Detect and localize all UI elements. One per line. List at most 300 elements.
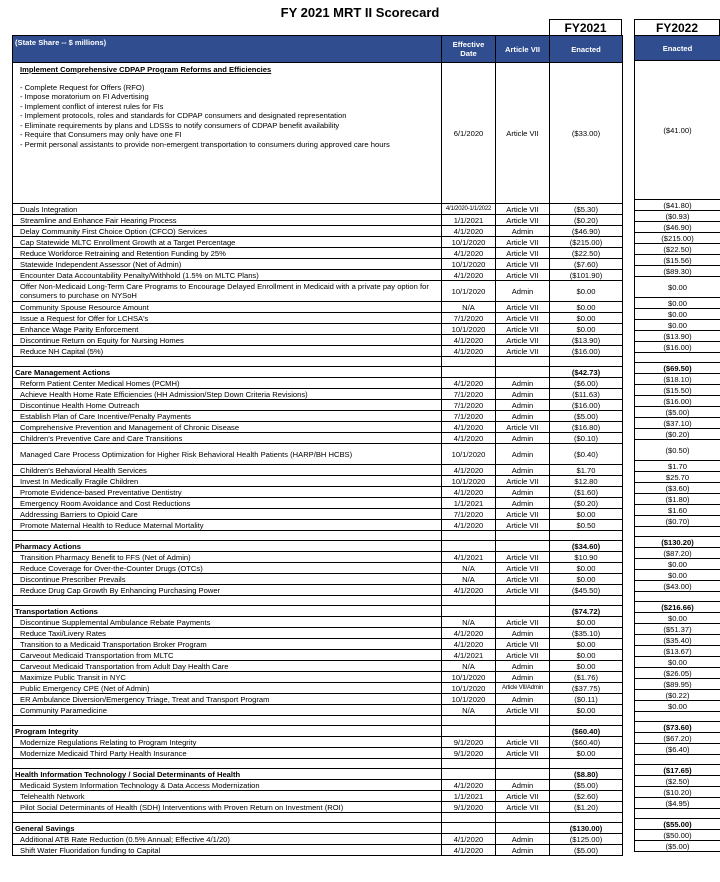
row-fy2021: $0.00 bbox=[550, 617, 623, 628]
row-fy2021: ($1.76) bbox=[550, 672, 623, 683]
empty-cell bbox=[550, 716, 623, 726]
cdpap-item: - Implement conflict of interest rules for FIs bbox=[20, 101, 164, 111]
table-row bbox=[13, 834, 623, 845]
row-fy2022: ($50.00) bbox=[635, 830, 720, 841]
table-row bbox=[635, 385, 720, 396]
row-article: Article VII bbox=[496, 335, 550, 346]
row-effective-date: 10/1/2020 bbox=[442, 281, 496, 302]
row-fy2022: ($5.00) bbox=[635, 841, 720, 852]
section-title: Pharmacy Actions bbox=[13, 541, 442, 552]
section-fy2022-total: ($216.66) bbox=[635, 602, 720, 613]
row-fy2021: ($7.60) bbox=[550, 259, 623, 270]
row-label: Enhance Wage Parity Enforcement bbox=[13, 324, 442, 335]
table-row bbox=[13, 748, 623, 759]
row-fy2021: ($11.63) bbox=[550, 389, 623, 400]
row-fy2021: ($16.00) bbox=[550, 346, 623, 357]
row-label: Discontinue Return on Equity for Nursing Homes bbox=[13, 335, 442, 346]
table-row bbox=[635, 798, 720, 809]
row-fy2021: ($37.75) bbox=[550, 683, 623, 694]
row-effective-date: 10/1/2020 bbox=[442, 324, 496, 335]
row-fy2022: ($15.50) bbox=[635, 385, 720, 396]
row-article: Article VII bbox=[496, 705, 550, 716]
row-label: Streamline and Enhance Fair Hearing Process bbox=[13, 215, 442, 226]
table-row bbox=[13, 585, 623, 596]
row-effective-date: 4/1/2020 bbox=[442, 780, 496, 791]
row-effective-date: 4/1/2020-1/1/2022 bbox=[442, 204, 496, 215]
row-label: Reform Patient Center Medical Homes (PCMH) bbox=[13, 378, 442, 389]
table-row bbox=[13, 281, 623, 302]
row-article: Article VII bbox=[496, 215, 550, 226]
row-effective-date: 1/1/2021 bbox=[442, 791, 496, 802]
row-fy2022: ($0.93) bbox=[635, 211, 720, 222]
table-row bbox=[13, 802, 623, 813]
empty-cell bbox=[496, 367, 550, 378]
table-row bbox=[13, 683, 623, 694]
row-article: Admin bbox=[496, 498, 550, 509]
spacer-row bbox=[635, 353, 720, 363]
row-effective-date: 7/1/2020 bbox=[442, 313, 496, 324]
row-fy2021: $12.80 bbox=[550, 476, 623, 487]
row-fy2021: ($6.00) bbox=[550, 378, 623, 389]
row-fy2021: ($0.11) bbox=[550, 694, 623, 705]
table-row bbox=[13, 694, 623, 705]
table-row bbox=[13, 465, 623, 476]
table-row bbox=[635, 309, 720, 320]
table-row bbox=[13, 335, 623, 346]
section-fy2022-total: ($130.20) bbox=[635, 537, 720, 548]
row-fy2022: $0.00 bbox=[635, 559, 720, 570]
row-article: Admin bbox=[496, 378, 550, 389]
row-fy2021: $0.00 bbox=[550, 281, 623, 302]
spacer-row bbox=[635, 527, 720, 537]
table-row bbox=[13, 780, 623, 791]
row-fy2021: ($46.90) bbox=[550, 226, 623, 237]
section-header-care bbox=[13, 367, 623, 378]
row-label: Promote Maternal Health to Reduce Maternal Mortality bbox=[13, 520, 442, 531]
row-label: Duals Integration bbox=[13, 204, 442, 215]
empty-cell bbox=[550, 357, 623, 367]
row-effective-date: 4/1/2020 bbox=[442, 248, 496, 259]
table-row bbox=[13, 520, 623, 531]
row-article: Article VII bbox=[496, 346, 550, 357]
table-row bbox=[13, 845, 623, 856]
row-fy2022: ($37.10) bbox=[635, 418, 720, 429]
section-fy2021-total: ($42.73) bbox=[550, 367, 623, 378]
table-row bbox=[635, 776, 720, 787]
table-row bbox=[635, 494, 720, 505]
row-fy2021: ($5.30) bbox=[550, 204, 623, 215]
row-fy2022: ($2.50) bbox=[635, 776, 720, 787]
section-title: General Savings bbox=[13, 823, 442, 834]
row-fy2021: $10.90 bbox=[550, 552, 623, 563]
empty-cell bbox=[635, 809, 720, 819]
row-fy2022: ($89.95) bbox=[635, 679, 720, 690]
row-label: Reduce Coverage for Over-the-Counter Drugs (OTCs) bbox=[13, 563, 442, 574]
table-row bbox=[635, 200, 720, 211]
row-article: Article VII bbox=[496, 748, 550, 759]
table-row bbox=[13, 672, 623, 683]
row-fy2022: ($67.20) bbox=[635, 733, 720, 744]
row-fy2021: ($16.80) bbox=[550, 422, 623, 433]
row-fy2022: ($26.05) bbox=[635, 668, 720, 679]
table-row bbox=[635, 570, 720, 581]
row-article: Article VII bbox=[496, 574, 550, 585]
row-fy2021: ($5.00) bbox=[550, 780, 623, 791]
table-row bbox=[635, 472, 720, 483]
row-fy2021: $0.00 bbox=[550, 563, 623, 574]
row-label: Transition Pharmacy Benefit to FFS (Net of Admin) bbox=[13, 552, 442, 563]
section-header-pharmacy bbox=[635, 537, 720, 548]
empty-cell bbox=[13, 813, 442, 823]
cdpap-list bbox=[20, 83, 439, 150]
row-effective-date: 4/1/2020 bbox=[442, 585, 496, 596]
row-effective-date: 4/1/2020 bbox=[442, 378, 496, 389]
table-row bbox=[635, 646, 720, 657]
cdpap-item: - Impose moratorium on FI Advertising bbox=[20, 92, 149, 101]
row-label: Medicaid System Information Technology & Data Access Modernization bbox=[13, 780, 442, 791]
row-effective-date: 4/1/2021 bbox=[442, 650, 496, 661]
row-article: Article VII bbox=[496, 248, 550, 259]
row-article: Article VII bbox=[496, 737, 550, 748]
row-label: Carveout Medicaid Transportation from Adult Day Health Care bbox=[13, 661, 442, 672]
row-fy2021: $0.00 bbox=[550, 324, 623, 335]
empty-cell bbox=[13, 357, 442, 367]
section-fy2021-total: ($74.72) bbox=[550, 606, 623, 617]
row-fy2022: ($10.20) bbox=[635, 787, 720, 798]
empty-cell bbox=[13, 531, 442, 541]
table-row bbox=[635, 374, 720, 385]
row-label: Invest In Medically Fragile Children bbox=[13, 476, 442, 487]
row-fy2022: ($41.80) bbox=[635, 200, 720, 211]
row-fy2021: ($0.10) bbox=[550, 433, 623, 444]
row-fy2022: ($46.90) bbox=[635, 222, 720, 233]
row-fy2021: $1.70 bbox=[550, 465, 623, 476]
empty-cell bbox=[635, 592, 720, 602]
row-fy2022: ($0.22) bbox=[635, 690, 720, 701]
table-row bbox=[13, 574, 623, 585]
empty-cell bbox=[13, 759, 442, 769]
spacer-row bbox=[635, 809, 720, 819]
row-article: Admin bbox=[496, 694, 550, 705]
effective-date-header: Effective Date bbox=[442, 36, 496, 63]
row-fy2021: ($5.00) bbox=[550, 845, 623, 856]
table-row bbox=[13, 411, 623, 422]
table-row bbox=[635, 483, 720, 494]
row-label: Offer Non-Medicaid Long-Term Care Programs to Encourage Delayed Enrollment in Medicaid with a private pay option for consumers to purchase on NYSoH bbox=[13, 281, 442, 302]
row-fy2022: $0.00 bbox=[635, 613, 720, 624]
row-label: Children's Behavioral Health Services bbox=[13, 465, 442, 476]
row-label: Delay Community First Choice Option (CFCO) Services bbox=[13, 226, 442, 237]
table-row bbox=[13, 737, 623, 748]
row-article: Admin bbox=[496, 411, 550, 422]
row-effective-date: 10/1/2020 bbox=[442, 683, 496, 694]
row-label: Managed Care Process Optimization for Higher Risk Behavioral Health Patients (HARP/BH HCBS) bbox=[13, 444, 442, 465]
cdpap-title: Implement Comprehensive CDPAP Program Reforms and Efficiencies bbox=[20, 65, 272, 74]
spacer-row bbox=[635, 755, 720, 765]
row-fy2021: $0.00 bbox=[550, 302, 623, 313]
row-effective-date: 4/1/2020 bbox=[442, 226, 496, 237]
empty-cell bbox=[13, 596, 442, 606]
empty-cell bbox=[496, 531, 550, 541]
empty-cell bbox=[496, 596, 550, 606]
row-fy2021: ($1.20) bbox=[550, 802, 623, 813]
section-header-hit bbox=[635, 765, 720, 776]
table-row bbox=[635, 342, 720, 353]
section-title: Transportation Actions bbox=[13, 606, 442, 617]
row-effective-date: 4/1/2020 bbox=[442, 346, 496, 357]
row-effective-date: 4/1/2021 bbox=[442, 552, 496, 563]
table-row bbox=[13, 628, 623, 639]
row-fy2021: $0.00 bbox=[550, 639, 623, 650]
table-row bbox=[635, 635, 720, 646]
table-row bbox=[635, 429, 720, 440]
table-row bbox=[635, 690, 720, 701]
table-row bbox=[13, 476, 623, 487]
fy2022-table bbox=[634, 35, 720, 852]
row-effective-date: 10/1/2020 bbox=[442, 476, 496, 487]
fy2022-header: FY2022 bbox=[634, 19, 720, 35]
row-article: Admin bbox=[496, 845, 550, 856]
row-effective-date: 10/1/2020 bbox=[442, 259, 496, 270]
row-fy2021: $0.00 bbox=[550, 313, 623, 324]
row-article: Admin bbox=[496, 834, 550, 845]
row-article: Article VII bbox=[496, 639, 550, 650]
section-header-general bbox=[13, 823, 623, 834]
row-label: Establish Plan of Care Incentive/Penalty Payments bbox=[13, 411, 442, 422]
row-article: Article VII bbox=[496, 302, 550, 313]
section-title: Health Information Technology / Social Determinants of Health bbox=[13, 769, 442, 780]
row-effective-date: 9/1/2020 bbox=[442, 748, 496, 759]
empty-cell bbox=[442, 606, 496, 617]
row-label: Telehealth Network bbox=[13, 791, 442, 802]
row-effective-date: 9/1/2020 bbox=[442, 802, 496, 813]
row-effective-date: 4/1/2020 bbox=[442, 465, 496, 476]
empty-cell bbox=[635, 527, 720, 537]
section-header-integrity bbox=[635, 722, 720, 733]
row-article: Admin bbox=[496, 433, 550, 444]
empty-cell bbox=[442, 357, 496, 367]
row-fy2022: ($13.90) bbox=[635, 331, 720, 342]
table-row bbox=[13, 422, 623, 433]
row-label: Discontinue Supplemental Ambulance Rebate Payments bbox=[13, 617, 442, 628]
row-fy2022: ($4.95) bbox=[635, 798, 720, 809]
row-fy2022: ($0.20) bbox=[635, 429, 720, 440]
row-fy2021: ($0.20) bbox=[550, 215, 623, 226]
row-effective-date: 7/1/2020 bbox=[442, 509, 496, 520]
row-fy2021: ($45.50) bbox=[550, 585, 623, 596]
empty-cell bbox=[496, 769, 550, 780]
row-fy2022: ($89.30) bbox=[635, 266, 720, 277]
row-article: Article VII bbox=[496, 270, 550, 281]
header-row-2022 bbox=[635, 36, 720, 61]
row-fy2021: $0.50 bbox=[550, 520, 623, 531]
row-fy2022: $0.00 bbox=[635, 277, 720, 298]
row-article: Article VII bbox=[496, 552, 550, 563]
empty-cell bbox=[496, 716, 550, 726]
header-row bbox=[13, 36, 623, 63]
row-article: Admin bbox=[496, 780, 550, 791]
table-row bbox=[635, 244, 720, 255]
empty-cell bbox=[442, 769, 496, 780]
table-row bbox=[13, 378, 623, 389]
table-row bbox=[13, 791, 623, 802]
row-fy2022: $0.00 bbox=[635, 701, 720, 712]
table-row bbox=[13, 302, 623, 313]
section-header-transport bbox=[13, 606, 623, 617]
row-article: Admin bbox=[496, 672, 550, 683]
row-effective-date: N/A bbox=[442, 302, 496, 313]
table-row bbox=[635, 830, 720, 841]
table-row bbox=[13, 270, 623, 281]
row-article: Article VII bbox=[496, 563, 550, 574]
table-row bbox=[635, 461, 720, 472]
row-effective-date: 4/1/2020 bbox=[442, 335, 496, 346]
table-row bbox=[13, 661, 623, 672]
row-fy2022: ($5.00) bbox=[635, 407, 720, 418]
row-article: Article VII bbox=[496, 585, 550, 596]
table-row bbox=[635, 733, 720, 744]
cdpap-item: - Require that Consumers may only have one FI bbox=[20, 130, 182, 139]
row-fy2022: ($16.00) bbox=[635, 396, 720, 407]
table-row bbox=[635, 787, 720, 798]
spacer-row bbox=[13, 357, 623, 367]
row-fy2021: $0.00 bbox=[550, 650, 623, 661]
row-fy2022: ($18.10) bbox=[635, 374, 720, 385]
row-article: Article VII bbox=[496, 422, 550, 433]
cdpap-item: - Permit personal assistants to provide non-emergent transportation to consumers during approved care hours bbox=[20, 139, 390, 149]
table-row bbox=[635, 559, 720, 570]
table-row bbox=[13, 215, 623, 226]
spacer-row bbox=[13, 596, 623, 606]
row-article: Article VII bbox=[496, 791, 550, 802]
row-fy2021: ($101.90) bbox=[550, 270, 623, 281]
empty-cell bbox=[442, 726, 496, 737]
row-label: Pilot Social Determinants of Health (SDH) Interventions with Proven Return on Investment (ROI) bbox=[13, 802, 442, 813]
table-row bbox=[635, 668, 720, 679]
row-fy2022: ($51.37) bbox=[635, 624, 720, 635]
table-row bbox=[13, 563, 623, 574]
row-article: Article VII bbox=[496, 313, 550, 324]
row-label: Addressing Barriers to Opioid Care bbox=[13, 509, 442, 520]
section-fy2022-total: ($73.60) bbox=[635, 722, 720, 733]
row-label: Comprehensive Prevention and Management of Chronic Disease bbox=[13, 422, 442, 433]
row-effective-date: N/A bbox=[442, 563, 496, 574]
table-row bbox=[635, 505, 720, 516]
empty-cell bbox=[550, 813, 623, 823]
row-fy2021: ($215.00) bbox=[550, 237, 623, 248]
table-row bbox=[635, 613, 720, 624]
row-label: Promote Evidence-based Preventative Dentistry bbox=[13, 487, 442, 498]
cdpap-item: - Implement protocols, roles and standards for CDPAP consumers and designated representation bbox=[20, 111, 347, 120]
table-row bbox=[635, 277, 720, 298]
section-title: Program Integrity bbox=[13, 726, 442, 737]
section-fy2021-total: ($60.40) bbox=[550, 726, 623, 737]
row-fy2022: $0.00 bbox=[635, 570, 720, 581]
row-effective-date: N/A bbox=[442, 574, 496, 585]
row-article: Article VII bbox=[496, 650, 550, 661]
row-article: Admin bbox=[496, 226, 550, 237]
row-fy2022: ($16.00) bbox=[635, 342, 720, 353]
row-label: Reduce Drug Cap Growth By Enhancing Purchasing Power bbox=[13, 585, 442, 596]
row-fy2022: ($3.60) bbox=[635, 483, 720, 494]
row-label: Community Spouse Resource Amount bbox=[13, 302, 442, 313]
row-label: Issue a Request for Offer for LCHSA's bbox=[13, 313, 442, 324]
row-effective-date: N/A bbox=[442, 705, 496, 716]
empty-cell bbox=[635, 712, 720, 722]
spacer-row bbox=[13, 531, 623, 541]
row-effective-date: 10/1/2020 bbox=[442, 237, 496, 248]
table-row bbox=[13, 400, 623, 411]
row-effective-date: 10/1/2020 bbox=[442, 694, 496, 705]
row-article: Admin bbox=[496, 400, 550, 411]
row-fy2022: $0.00 bbox=[635, 320, 720, 331]
empty-cell bbox=[496, 357, 550, 367]
table-row bbox=[635, 516, 720, 527]
spacer-row bbox=[13, 813, 623, 823]
row-label: Shift Water Fluoridation funding to Capital bbox=[13, 845, 442, 856]
row-effective-date: 4/1/2020 bbox=[442, 270, 496, 281]
enacted-header-2022: Enacted bbox=[635, 36, 720, 61]
empty-cell bbox=[442, 823, 496, 834]
spacer-row bbox=[635, 712, 720, 722]
table-row bbox=[13, 650, 623, 661]
row-label: Encounter Data Accountability Penalty/Withhold (1.5% on MLTC Plans) bbox=[13, 270, 442, 281]
row-fy2022: $0.00 bbox=[635, 309, 720, 320]
row-fy2022: ($22.50) bbox=[635, 244, 720, 255]
empty-cell bbox=[442, 759, 496, 769]
row-effective-date: 4/1/2020 bbox=[442, 845, 496, 856]
section-fy2022-total: ($17.65) bbox=[635, 765, 720, 776]
empty-cell bbox=[442, 541, 496, 552]
row-label: Carveout Medicaid Transportation from MLTC bbox=[13, 650, 442, 661]
cdpap-item: - Complete Request for Offers (RFO) bbox=[20, 82, 145, 92]
row-article: Article VII bbox=[496, 259, 550, 270]
table-row bbox=[13, 204, 623, 215]
row-fy2021: ($0.40) bbox=[550, 444, 623, 465]
row-label: Maximize Public Transit in NYC bbox=[13, 672, 442, 683]
row-fy2021: $0.00 bbox=[550, 748, 623, 759]
table-row bbox=[635, 418, 720, 429]
row-effective-date: 4/1/2020 bbox=[442, 520, 496, 531]
row-fy2022: ($13.67) bbox=[635, 646, 720, 657]
row-effective-date: N/A bbox=[442, 617, 496, 628]
empty-cell bbox=[442, 716, 496, 726]
empty-cell bbox=[496, 726, 550, 737]
row-label: Reduce NH Capital (5%) bbox=[13, 346, 442, 357]
row-fy2021: $0.00 bbox=[550, 705, 623, 716]
row-fy2021: ($60.40) bbox=[550, 737, 623, 748]
row-article: Article VII/Admin bbox=[496, 683, 550, 694]
row-article: Admin bbox=[496, 487, 550, 498]
row-article: Article VII bbox=[496, 802, 550, 813]
table-row bbox=[13, 226, 623, 237]
row-effective-date: 4/1/2020 bbox=[442, 639, 496, 650]
row-label: Reduce Taxi/Livery Rates bbox=[13, 628, 442, 639]
row-fy2022: ($43.00) bbox=[635, 581, 720, 592]
cdpap-article: Article VII bbox=[496, 63, 550, 204]
row-fy2021: $0.00 bbox=[550, 509, 623, 520]
row-label: Modernize Regulations Relating to Program Integrity bbox=[13, 737, 442, 748]
row-label: Modernize Medicaid Third Party Health Insurance bbox=[13, 748, 442, 759]
row-article: Article VII bbox=[496, 617, 550, 628]
row-effective-date: 4/1/2020 bbox=[442, 628, 496, 639]
row-fy2021: ($2.60) bbox=[550, 791, 623, 802]
row-article: Article VII bbox=[496, 237, 550, 248]
row-label: Discontinue Health Home Outreach bbox=[13, 400, 442, 411]
row-effective-date: 10/1/2020 bbox=[442, 672, 496, 683]
spacer-row bbox=[13, 759, 623, 769]
table-row bbox=[635, 211, 720, 222]
